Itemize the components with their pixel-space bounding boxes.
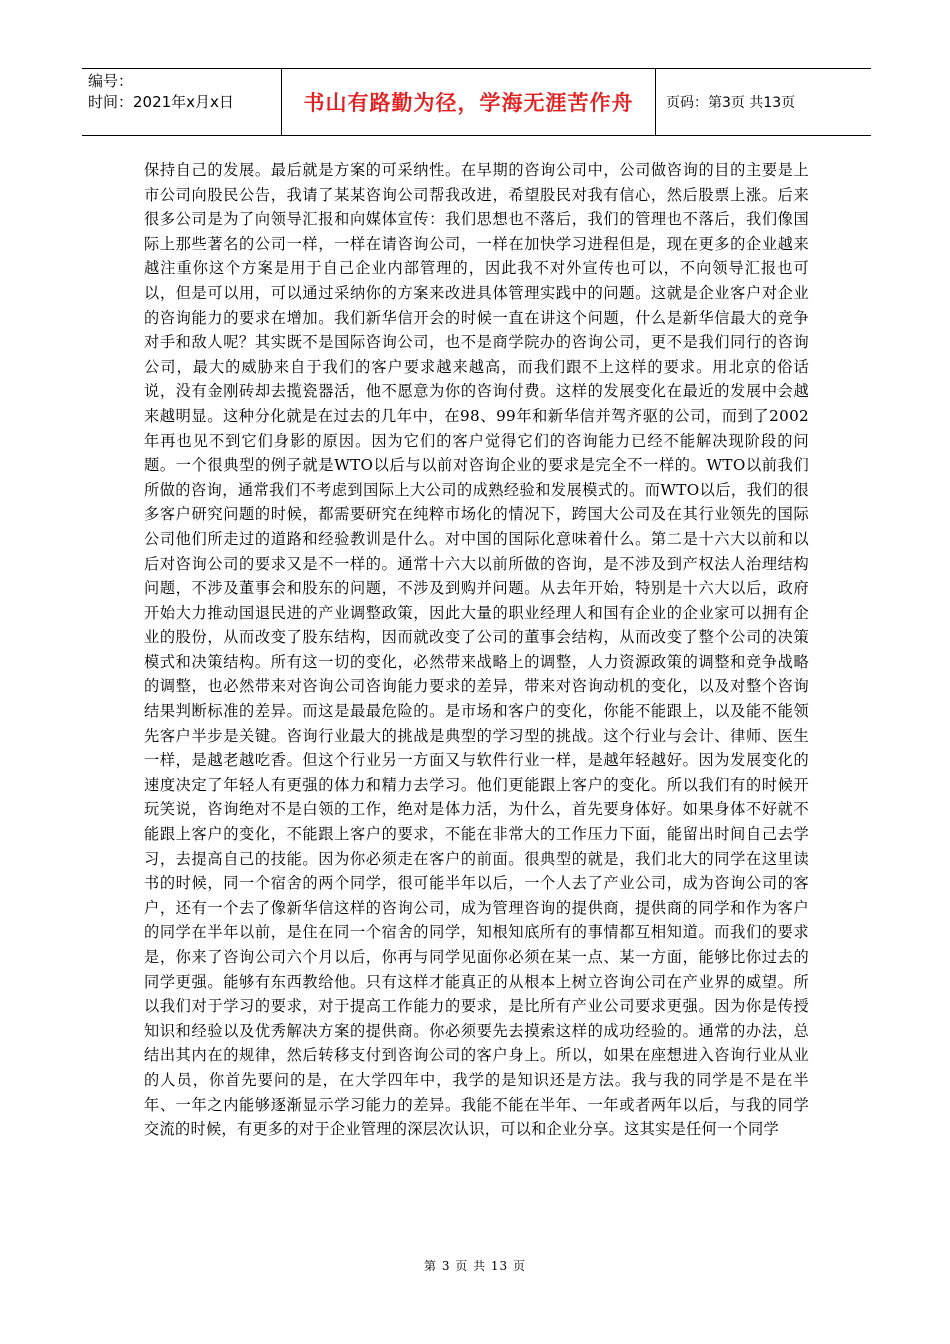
body-paragraph: 保持自己的发展。最后就是方案的可采纳性。在早期的咨询公司中，公司做咨询的目的主要是上市公司向股民公告，我请了某某咨询公司帮我改进，希望股民对我有信心，然后股票上涨。后来很多公司是为了向领导汇报和向媒体宣传：我们思想也不落后，我们的管理也不落后，我们像国际上那些著名的公司一样，一样在请咨询公司，一样在加快学习进程但是，现在更多的企业越来越注重你这个方案是用于自己企业内部管理的，因此我不对外宣传也可以，不向领导汇报也可以，但是可以用，可以通过采纳你的方案来改进具体管理实践中的问题。这就是企业客户对企业的咨询能力的要求在增加。我们新华信开会的时候一直在讲这个问题，什么是新华信最大的竞争对手和敌人呢？其实既不是国际咨询公司，也不是商学院办的咨询公司，更不是我们同行的咨询公司，最大的威胁来自于我们的客户要求越来越高，而我们跟不上这样的要求。用北京的俗话说，没有金刚砖却去揽瓷器活，他不愿意为你的咨询付费。这样的发展变化在最近的发展中会越来越明显。这种分化就是在过去的几年中，在98、99年和新华信并驾齐驱的公司，而到了2002年再也见不到它们身影的原因。因为它们的客户觉得它们的咨询能力已经不能解决现阶段的问题。一个很典型的例子就是WTO以后与以前对咨询企业的要求是完全不一样的。WTO以前我们所做的咨询，通常我们不考虑到国际上大公司的成熟经验和发展模式的。而WTO以后，我们的很多客户研究问题的时候，都需要研究在纯粹市场化的情况下，跨国大公司及在其行业领先的国际公司他们所走过的道路和经验教训是什么。对中国的国际化意味着什么。第二是十六大以前和以后对咨询公司的要求又是不一样的。通常十六大以前所做的咨询，是不涉及到产权法人治理结构问题，不涉及董事会和股东的问题，不涉及到购并问题。从去年开始，特别是十六大以后，政府开始大力推动国退民进的产业调整政策，因此大量的职业经理人和国有企业的企业家可以拥有企业的股份，从而改变了股东结构，因而就改变了公司的董事会结构，从而改变了整个公司的决策模式和决策结构。所有这一切的变化，必然带来战略上的调整，人力资源政策的调整和竞争战略的调整，也必然带来对咨询公司咨询能力要求的差异，带来对咨询动机的变化，以及对整个咨询结果判断标准的差异。而这是最最危险的。是市场和客户的变化，你能不能跟上，以及能不能领先客户半步是关键。咨询行业最大的挑战是典型的学习型的挑战。这个行业与会计、律师、医生一样，是越老越吃香。但这个行业另一方面又与软件行业一样，是越年轻越好。因为发展变化的速度决定了年轻人有更强的体力和精力去学习。他们更能跟上客户的变化。所以我们有的时候开玩笑说，咨询绝对不是白领的工作，绝对是体力活，为什么，首先要身体好。如果身体不好就不能跟上客户的变化，不能跟上客户的要求，不能在非常大的工作压力下面，能留出时间自己去学习，去提高自己的技能。因为你必须走在客户的前面。很典型的就是，我们北大的同学在这里读书的时候，同一个宿舍的两个同学，很可能半年以后，一个人去了产业公司，成为咨询公司的客户，还有一个去了像新华信这样的咨询公司，成为管理咨询的提供商，提供商的同学和作为客户的同学在半年以前，是住在同一个宿舍的同学，知根知底所有的事情都互相知道。而我们的要求是，你来了咨询公司六个月以后，你再与同学见面你必须在某一点、某一方面，能够比你过去的同学更强。能够有东西教给他。只有这样才能真正的从根本上树立咨询公司在产业界的威望。所以我们对于学习的要求，对于提高工作能力的要求，是比所有产业公司要求更强。因为你是传授知识和经验以及优秀解决方案的提供商。你必须要先去摸索这样的成功经验的。通常的办法，总结出其内在的规律，然后转移支付到咨询公司的客户身上。所以，如果在座想进入咨询行业从业的人员，你首先要问的是，在大学四年中，我学的是知识还是方法。我与我的同学是不是在半年、一年之内能够逐渐显示学习能力的差异。我能不能在半年、一年或者两年以后，与我的同学交流的时候，有更多的对于企业管理的深层次认识，可以和企业分享。这其实是任何一个同学 [144, 161, 809, 1139]
document-number-label: 编号： [88, 72, 134, 90]
header-meta [82, 69, 282, 135]
header-page-info: 页码：第3页 共13页 [666, 95, 796, 111]
page-header [82, 68, 871, 136]
page-footer: 第 3 页 共 13 页 [424, 1259, 526, 1273]
header-motto: 书山有路勤为径，学海无涯苦作舟 [282, 69, 656, 135]
document-date: 时间：2021年x月x日 [88, 93, 234, 111]
